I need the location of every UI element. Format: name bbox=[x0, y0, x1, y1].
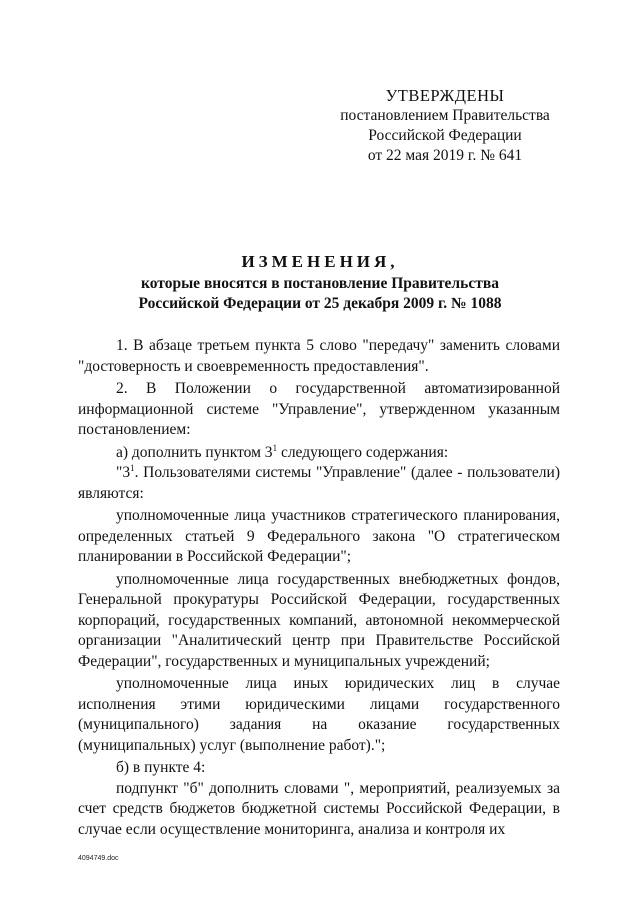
paragraph-1: 1. В абзаце третьем пункта 5 слово "передачу" заменить словами "достоверность и своевременность предоставления". bbox=[78, 337, 560, 375]
document-subtitle bbox=[0, 274, 640, 314]
paragraph-3-superscript: 1 bbox=[272, 442, 278, 453]
approval-line-1: постановлением Правительства bbox=[340, 107, 550, 124]
approval-line-3: от 22 мая 2019 г. № 641 bbox=[367, 147, 523, 164]
paragraph-5: уполномоченные лица участников стратегического планирования, определенных статьей 9 Федерального закона "О стратегическом планировании в Российской Федерации"; bbox=[78, 507, 560, 565]
paragraph-7: уполномоченные лица иных юридических лиц в случае исполнения этими юридическими лицами государственного (муниципального) задания на оказание государственных (муниципальных) услуг (выполнение работ)."; bbox=[78, 675, 560, 754]
paragraph-4 bbox=[78, 463, 560, 504]
paragraph-9: подпункт "б" дополнить словами ", мероприятий, реализуемых за счет средств бюджетов бюджетной системы Российской Федерации, в случае если осуществление мониторинга, анализа и контроля их bbox=[78, 779, 560, 838]
approved-heading: УТВЕРЖДЕНЫ bbox=[385, 86, 505, 105]
approval-block bbox=[330, 86, 560, 166]
paragraph-4-text-a: "3 bbox=[116, 464, 131, 481]
paragraph-3 bbox=[78, 443, 560, 464]
paragraph-3-text-b: следующего содержания: bbox=[277, 443, 449, 461]
paragraph-6: уполномоченные лица государственных внебюджетных фондов, Генеральной прокуратуры Российской Федерации, государственных корпораций, государственных компаний, автономной некоммерческой организации "Аналитический центр при Правительстве Российской Федерации", государственных и муниципальных учреждений; bbox=[78, 570, 560, 670]
paragraph-2: 2. В Положении о государственной автоматизированной информационной системе "Управление", утвержденном указанным постановлением: bbox=[78, 380, 560, 438]
paragraph-4-superscript: 1 bbox=[130, 462, 135, 473]
file-name-footer: 4094749.doc bbox=[78, 855, 119, 862]
approval-line-2: Российской Федерации bbox=[368, 127, 522, 144]
document-title: ИЗМЕНЕНИЯ, bbox=[241, 252, 399, 271]
paragraph-8: б) в пункте 4: bbox=[116, 759, 206, 776]
document-body bbox=[78, 336, 560, 842]
paragraph-3-text-a: а) дополнить пунктом 3 bbox=[116, 443, 273, 461]
subtitle-line-2: Российской Федерации от 25 декабря 2009 г. № 1088 bbox=[138, 295, 502, 312]
subtitle-line-1: которые вносятся в постановление Правительства bbox=[141, 275, 499, 292]
paragraph-4-text-b: . Пользователями системы "Управление" (далее - пользователи) являются: bbox=[78, 464, 560, 502]
